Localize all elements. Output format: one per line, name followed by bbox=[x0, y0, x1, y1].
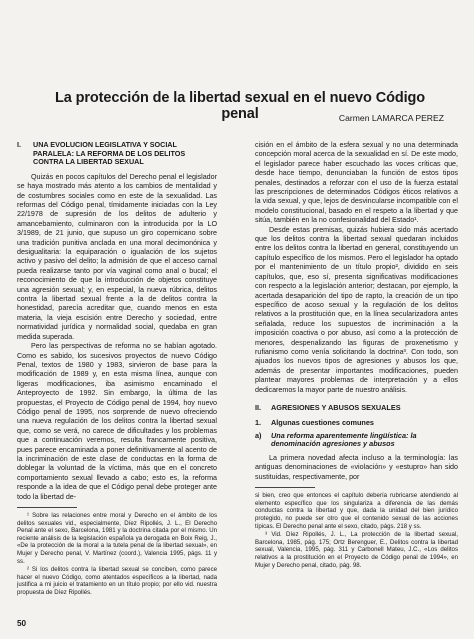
footnote-divider bbox=[17, 507, 77, 508]
footnote: si bien, creo que entonces el capítulo debería rubricarse atendiendo al elemento específico que los singulariza a diferencia de las demás conductas contra la libertad y que, dada la unidad del bien jurídico protegido, no puede ser otro que el contenido sexual de las acciones típicas. El Derecho penal ante el sexo, citado, págs. 218 y ss. bbox=[255, 492, 458, 530]
body-paragraph: cisión en el ámbito de la esfera sexual y no una determinada concepción moral acerca de la sexualidad en sí. De este modo, el legislador parece haber escuchado las voces críticas que, desde hace tiempo, denunciaban la función de estos tipos penales, destinados a reforzar con el uso de la fuerza estatal las prescripciones de determinados Códigos éticos relativos a la vida sexual, y que, lejos de desvincularse incompatible con el modelo constitucional, basado en el respeto a la libertad y que sitúa, también en la no confesionalidad del Estado¹. bbox=[255, 141, 458, 225]
subsection-title: Algunas cuestiones comunes bbox=[271, 418, 374, 428]
section-title: AGRESIONES Y ABUSOS SEXUALES bbox=[271, 402, 401, 412]
footnote: ¹ Sobre las relaciones entre moral y Derecho en el ámbito de los delitos sexuales vid., especialmente, Díez Ripollés, J. L., El Derecho Penal ante el sexo, Barcelona, 1981 y la doctrina citada por el mismo. Un reciente análisis de la legislación española ya derogada en Boix Reig, J., «De la protección de la moral a la tutela penal de la libertad sexual», en Mujer y Derecho penal, V. Martínez (coord.), Valencia 1995, págs. 11 y ss. bbox=[17, 512, 217, 565]
left-column bbox=[17, 141, 217, 598]
footnote: ³ Vid. Díez Ripollés, J. L., La protección de la libertad sexual, Barcelona, 1985, pág. 175; Ortz Berenguer, E., Delitos contra la libertad sexual, Valencia, 1995, pág. 311 y Carbonell Mateu, J.C., «Los delitos relativos a la prostitución en el Proyecto de Código penal de 1994», en Mujer y Derecho penal, citado, pág. 98. bbox=[255, 531, 458, 569]
section-heading-1 bbox=[17, 141, 217, 167]
subsection-number: 1. bbox=[255, 418, 262, 428]
page-number: 50 bbox=[17, 619, 27, 628]
footnote-divider bbox=[255, 487, 315, 488]
body-paragraph: Quizás en pocos capítulos del Derecho penal el legislador se haya mostrado más atento a los cambios de mentalidad y de costumbres sociales como en este de la sexualidad. Las reformas del Código penal, tímidamente iniciadas con la Ley 22/1978 de supresión de los delitos de adulterio y amancebamiento, culminaron con la introducida por la LO 3/1989, de 21 junio, que supuso un giro copernicano sobre una tradición punitiva anclada en una moral decimonónica y desigualitaria: la equiparación o igualación de los sujetos activo y pasivo del delito; la admisión de que el acceso carnal pueda realizarse tanto por vía vaginal como anal o bucal; el reconocimiento de que la introducción de objetos constituye una agresión sexual; y, en especial, la nueva rúbrica, delitos contra la libertad sexual frente a la de delitos contra la honestidad, parecía acreditar que, cuando menos en esta materia, la vieja escisión entre Derecho y sociedad, entre normatividad jurídica y normalidad social, quedaba en gran medida superada. bbox=[17, 172, 217, 341]
body-paragraph: La primera novedad afecta incluso a la terminología: las antiguas denominaciones de «violación» y «estupro» han sido sustituidas, respectivamente, por bbox=[255, 453, 458, 481]
section-title: UNA EVOLUCION LEGISLATIVA Y SOCIAL PARALELA: LA REFORMA DE LOS DELITOS CONTRA LA LIBERTAD SEXUAL bbox=[33, 140, 186, 167]
subsubsection-title: Una reforma aparentemente lingüística: la denominación agresiones y abusos bbox=[271, 430, 417, 449]
section-heading-2 bbox=[255, 403, 458, 412]
footnote: ² Si los delitos contra la libertad sexual se conciben, como parece hacer el nuevo Código, como atentados específicos a la libertad, nada justifica a mi juicio el tratamiento en un título propio; por ello vid. nuestra propuesta de Díez Ripollés. bbox=[17, 566, 217, 596]
subsubsection-heading bbox=[255, 432, 458, 449]
subsubsection-number: a) bbox=[255, 430, 262, 440]
right-column bbox=[255, 141, 458, 569]
body-paragraph: Pero las perspectivas de reforma no se habían agotado. Como es sabido, los sucesivos proyectos de nuevo Código Penal, textos de 1980 y 1983, sirvieron de base para la modificación de 1989 y, en esta misma línea, aunque con ligeras modificaciones, iba asimismo encaminado el Anteproyecto de 1992. Sin embargo, la última de las propuestas, el Proyecto de Código penal de 1994, hoy nuevo Código penal de 1995, nos sorprende de nuevo ofreciendo una nueva regulación de los delitos contra la libertad sexual que, como se verá, no carece de dificultades y los problemas que a continuación veremos, resulta francamente positiva, pues parece encaminada a poner definitivamente al acento de la incriminación de este clase de conductas en la forma de doblegar la voluntad de la víctima, más que en el concreto comportamiento sexual llevado a cabo; esto es, la reforma responde a la idea de que el Código penal debe proteger ante todo la libertad de- bbox=[17, 342, 217, 501]
body-paragraph: Desde estas premisas, quizás hubiera sido más acertado que los delitos contra la libertad sexual quedaran incluidos entre los delitos contra la libertad en general, constituyendo un capítulo específico de los mismos. Pero el legislador ha optado por el mantenimiento de un título propio², dividido en seis capítulos, que, eso sí, presenta significativas modificaciones con respecto a la legislación anterior; destacan, por ejemplo, la acertada desaparición del tipo de rapto, la creación de un tipo específico de acoso sexual y la regulación de los delitos relativos a la prostitución que, en la línea secularizadora antes señalada, reduce los supuestos de incriminación a la imposición coactiva o por abuso, así como a la protección de menores, despenalizando las figuras de proxenetismo y rufianismo como venía solicitando la doctrina³. Con todo, son ajuados los nuevos tipos de agresiones y abusos los que, además de presentar importantes modificaciones, pueden plantear mayores problemas de interpretación y a ellos dedicaremos la mayor parte de nuestro análisis. bbox=[255, 225, 458, 394]
section-number: II. bbox=[255, 402, 262, 412]
section-number: I. bbox=[17, 140, 21, 149]
article-title: La protección de la libertad sexual en el nuevo Código penal bbox=[54, 90, 426, 122]
subsection-heading bbox=[255, 418, 458, 427]
article-author: Carmen LAMARCA PEREZ bbox=[338, 113, 444, 123]
